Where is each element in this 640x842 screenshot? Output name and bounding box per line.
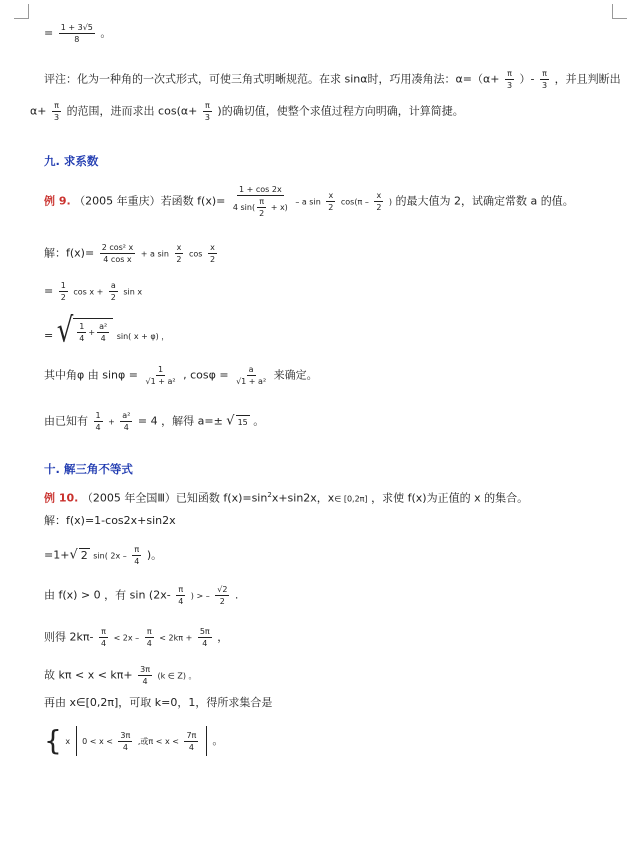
a-over-2-fraction [109,280,118,303]
radical-sign-icon: √ [226,413,235,429]
math-text: 由 f(x) > 0 ，有 sin (2x- [44,588,171,602]
fraction-numerator: x [176,243,182,252]
fraction-denominator: 3 [542,81,548,90]
pi-over-3-fraction [203,100,212,123]
angle-text-a: 其中角φ 由 sinφ = [44,368,138,382]
plus-sign: + [108,417,115,427]
fraction-numerator: π [204,101,210,110]
pi-over-4-fraction [145,626,154,649]
one-over-2-fraction [59,280,68,303]
fraction-numerator: 2 cos² x [101,243,134,252]
equals-sign: = [44,284,54,298]
math-text: + a sin [140,249,169,259]
fraction-numerator: x [328,191,334,200]
comment-text-d: α+ [30,104,47,118]
equals-sign: = [44,329,54,342]
a2-over-4-fraction [120,410,132,433]
fraction-denominator: 2 [110,293,116,302]
fraction-denominator: √1 + a² [236,377,267,386]
equals-sign: = [44,26,54,40]
pi-over-3-fraction [540,68,549,91]
fraction-denominator: 2 [176,255,182,264]
solution-10-line-4 [44,626,228,649]
radicand: 2 [80,548,88,562]
cos-phi-fraction [234,364,268,387]
result-fraction [59,22,95,45]
fraction-denominator: 4 [100,639,107,648]
angle-text-c: 来确定。 [273,368,318,382]
math-text: < 2kπ + [159,633,193,643]
math-text: cos( [340,197,358,207]
angle-definition-line [44,364,318,387]
comment-line-1 [44,68,621,91]
solution-line-1 [44,242,219,265]
known-text-b: = 4 ，解得 a=± [137,414,223,428]
comment-text-a: 评注：化为一种角的一次式形式，可使三角式明晰规范。在求 sinα时，巧用凑角法：α=（α+ [44,72,500,86]
period: 。 [212,734,224,747]
x-over-2-fraction [174,242,183,265]
example-text-c: ，求使 f(x)为正值的 x 的集合。 [371,491,529,505]
fraction-denominator: 4 [202,639,208,648]
sin-phi-fraction [143,364,177,387]
left-brace-icon: { [44,724,62,757]
fraction-denominator: √1 + a² [145,377,176,386]
fraction-denominator: 4 [79,334,85,343]
root2-over-2-fraction [215,584,229,607]
pi-over-3-fraction [505,68,514,91]
fraction-denominator: 2 [259,209,265,218]
fraction-denominator: 4 [122,742,128,752]
solution-10-line-3 [44,584,238,607]
solution-10-line-5 [44,664,197,687]
f-fraction [231,184,290,219]
fraction-numerator: 1 [95,411,101,420]
fraction-denominator: 4 cos x [103,255,132,264]
fraction-numerator: a² [122,411,131,420]
crop-mark-top-right [612,4,627,19]
math-text: 则得 2kπ- [44,630,94,644]
fraction-denominator: 4 [188,742,194,752]
math-text: < 2x – [113,633,140,643]
solution-line-3 [44,311,170,351]
fraction-denominator: 4 [142,677,148,686]
math-text: (k ∈ Z) 。 [157,671,197,681]
7pi-over-4-fraction [184,730,198,753]
cos-fraction [100,242,136,265]
example-text-b: x+sin2x，x [271,491,335,505]
den-text-a: 4 sin( [232,203,256,212]
radicand [73,318,113,344]
pi-over-4-fraction [176,584,185,607]
right-brace-icon [206,726,207,756]
example-text-b: 的最大值为 2，试确定常数 a 的值。 [395,194,574,208]
fraction-denominator: 2 [219,597,225,606]
math-text: )。 [146,548,163,562]
fraction-numerator: 1 [157,365,164,374]
fraction-numerator: π [259,197,265,206]
period: 。 [100,26,112,40]
period: 。 [253,414,265,428]
math-text: ) [388,197,393,207]
fraction-numerator: 5π [199,627,210,636]
pi-over-3-fraction [52,100,61,123]
radical-sign-icon: √ [69,547,78,563]
fraction-denominator: 3 [204,113,210,122]
math-text: ， [217,630,229,644]
result-line [44,22,111,45]
fraction-numerator: 1 [79,322,85,331]
known-text-a: 由已知有 [44,414,88,428]
section-heading-10: 十. 解三角不等式 [44,462,133,476]
interval: ∈ [0,2π] [334,494,368,504]
x-over-2-fraction [208,242,217,265]
math-text: cos [189,249,203,259]
fraction-denominator [231,196,290,219]
fraction-numerator: 3π [140,665,151,674]
example-label: 例 9. [44,194,71,208]
solution-text: 解：f(x)= [44,246,95,260]
math-text: – a sin [295,197,321,207]
section-heading-9: 九. 求系数 [44,154,99,168]
solution-10-line-2 [44,544,162,567]
fraction-denominator: 4 [146,639,152,648]
fraction-denominator: 8 [74,35,80,44]
fraction-denominator: 4 [95,423,101,432]
fraction-denominator: 2 [328,203,334,212]
fraction-denominator: 2 [376,203,382,212]
fraction-denominator: 4 [123,423,129,432]
fraction-denominator: 2 [60,293,66,302]
math-text: 0 < x < [82,737,113,746]
a2-over-4-fraction [97,321,109,344]
comment-text-b: ）- [519,72,535,86]
fraction-numerator: a [248,365,254,374]
math-text: π – [357,197,369,207]
fraction-numerator: a [110,281,116,290]
solution-set-line [44,726,223,756]
angle-text-b: , cosφ = [183,368,229,382]
math-text: ) > – [190,591,210,601]
set-divider [76,726,77,756]
3pi-over-4-fraction [118,730,132,753]
fraction-numerator: 1 + cos 2x [238,185,282,194]
fraction-numerator: π [101,627,106,636]
math-text: sin x [123,287,143,297]
plus-sign: + [88,327,96,337]
one-over-4-fraction [94,410,103,433]
fraction-numerator: 3π [120,730,131,740]
math-text: cos x + [73,287,104,297]
example-9-line [44,184,574,219]
solution-10-line-6: 再由 x∈[0,2π]，可取 k=0，1，得所求集合是 [44,696,273,709]
crop-mark-top-left [14,4,29,19]
fraction-denominator: 4 [134,557,140,566]
math-text: 故 kπ < x < kπ+ [44,668,133,682]
known-condition-line [44,410,264,433]
fraction-numerator: a² [99,322,108,331]
fraction-numerator: √2 [217,585,228,594]
fraction-numerator: x [210,243,215,252]
fraction-denominator: 2 [209,255,216,264]
math-text: sin( 2x – [93,551,127,561]
math-text: ,或π < x < [137,737,179,746]
comment-text-f: )的确切值，使整个求值过程方向明确，计算简捷。 [217,104,464,118]
pi-over-2-fraction [257,196,266,219]
fraction-numerator: π [178,585,184,594]
fraction-numerator: π [507,69,512,78]
fraction-denominator: 4 [100,334,106,343]
radicand: 15 [236,415,250,430]
5pi-over-4-fraction [198,626,212,649]
math-text: =1+ [44,548,70,562]
one-over-4-fraction [77,321,86,344]
radical-sign-icon: √ [56,311,74,351]
solution-line-2 [44,280,142,303]
fraction-numerator: x [376,191,382,200]
fraction-numerator: 7π [186,730,197,740]
square-root [56,311,113,351]
solution-10-line-1: 解：f(x)=1-cos2x+sin2x [44,514,176,527]
example-10-line [44,488,528,507]
math-text: . [234,588,239,602]
pi-over-4-fraction [132,544,141,567]
math-text: sin( x + φ) ， [116,332,170,341]
3pi-over-4-fraction [138,664,152,687]
fraction-denominator: 3 [506,81,513,90]
fraction-denominator: 4 [178,597,184,606]
x-over-2-fraction [326,190,335,213]
superscript: 2 [267,491,272,499]
comment-text-c: ，并且判断出 [554,72,621,86]
example-label: 例 10. [44,491,79,505]
fraction-numerator: π [146,627,152,636]
den-text-b: + x) [268,203,288,212]
example-text-a: （2005 年全国Ⅲ）已知函数 f(x)=sin [81,491,268,505]
comment-line-2 [30,100,464,123]
example-text-a: （2005 年重庆）若函数 f(x)= [74,194,226,208]
set-variable: x [65,737,71,746]
fraction-numerator: 1 [60,281,66,290]
fraction-denominator: 3 [53,113,60,122]
x-over-2-fraction [374,190,383,213]
pi-over-4-fraction [99,626,108,649]
fraction-numerator: π [134,545,140,554]
fraction-numerator: 1 + 3√5 [60,23,93,32]
fraction-numerator: π [54,101,59,110]
fraction-numerator: π [542,69,547,78]
comment-text-e: 的范围，进而求出 cos(α+ [66,104,198,118]
